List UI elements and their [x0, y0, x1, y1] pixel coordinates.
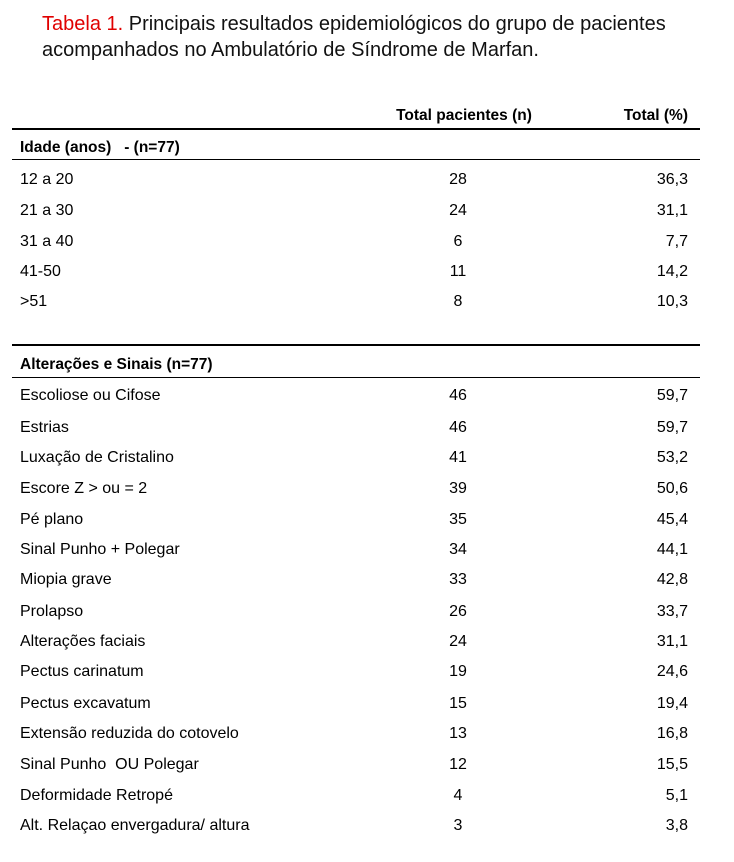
row-label: Escoliose ou Cifose [20, 387, 161, 404]
caption-label: Tabela 1. [42, 13, 124, 35]
row-label: Deformidade Retropé [20, 787, 173, 804]
caption-text: Principais resultados epidemiológicos do grupo de pacientes acompanhados no Ambulatório de Síndrome de Marfan. [42, 13, 666, 61]
row-n: 12 [449, 756, 467, 773]
section-rule [12, 377, 700, 378]
header-rule [12, 128, 700, 130]
row-pct: 42,8 [656, 571, 688, 588]
row-n: 33 [449, 571, 467, 588]
row-pct: 24,6 [656, 663, 688, 680]
row-label: >51 [20, 293, 48, 310]
row-label: 21 a 30 [20, 202, 74, 219]
row-label: Pectus excavatum [20, 695, 151, 712]
row-label: Luxação de Cristalino [20, 449, 174, 466]
row-label: Extensão reduzida do cotovelo [20, 725, 239, 742]
row-pct: 10,3 [656, 293, 688, 310]
row-pct: 16,8 [656, 725, 688, 742]
section-title-age: Idade (anos) - (n=77) [20, 139, 180, 156]
row-pct: 7,7 [665, 233, 688, 250]
table-caption [42, 11, 722, 63]
row-pct: 15,5 [656, 756, 688, 773]
row-pct: 5,1 [665, 787, 688, 804]
row-label: Pé plano [20, 511, 84, 528]
row-label: Alt. Relaçao envergadura/ altura [20, 817, 250, 834]
row-pct: 3,8 [665, 817, 688, 834]
row-pct: 14,2 [656, 263, 688, 280]
row-label: 12 a 20 [20, 171, 74, 188]
row-pct: 33,7 [656, 603, 688, 620]
row-label: Sinal Punho OU Polegar [20, 756, 199, 773]
row-n: 11 [449, 263, 467, 280]
column-header-pct: Total (%) [623, 107, 688, 124]
row-label: Estrias [20, 419, 69, 436]
row-label: Miopia grave [20, 571, 112, 588]
row-label: 41-50 [20, 263, 61, 280]
row-pct: 44,1 [656, 541, 688, 558]
section-rule [12, 344, 700, 346]
row-n: 34 [449, 541, 467, 558]
section-title-signs: Alterações e Sinais (n=77) [20, 356, 213, 373]
row-label: Alterações faciais [20, 633, 146, 650]
row-n: 24 [449, 633, 467, 650]
row-n: 4 [453, 787, 463, 804]
row-n: 28 [449, 171, 467, 188]
row-n: 13 [449, 725, 467, 742]
column-header-n: Total pacientes (n) [396, 107, 532, 124]
row-pct: 31,1 [656, 633, 688, 650]
row-n: 24 [449, 202, 467, 219]
row-label: Prolapso [20, 603, 84, 620]
row-n: 8 [453, 293, 463, 310]
row-n: 3 [453, 817, 463, 834]
row-pct: 59,7 [656, 387, 688, 404]
row-pct: 31,1 [656, 202, 688, 219]
section-rule [12, 159, 700, 160]
row-label: Escore Z > ou = 2 [20, 480, 148, 497]
row-pct: 19,4 [656, 695, 688, 712]
row-n: 26 [449, 603, 467, 620]
row-pct: 53,2 [656, 449, 688, 466]
row-label: 31 a 40 [20, 233, 74, 250]
row-pct: 50,6 [656, 480, 688, 497]
row-n: 15 [449, 695, 467, 712]
row-pct: 59,7 [656, 419, 688, 436]
row-n: 41 [449, 449, 467, 466]
row-n: 6 [453, 233, 463, 250]
row-n: 39 [449, 480, 467, 497]
row-n: 19 [449, 663, 467, 680]
row-n: 46 [449, 419, 467, 436]
row-n: 46 [449, 387, 467, 404]
row-n: 35 [449, 511, 467, 528]
row-label: Pectus carinatum [20, 663, 144, 680]
row-label: Sinal Punho + Polegar [20, 541, 180, 558]
row-pct: 45,4 [656, 511, 688, 528]
row-pct: 36,3 [656, 171, 688, 188]
